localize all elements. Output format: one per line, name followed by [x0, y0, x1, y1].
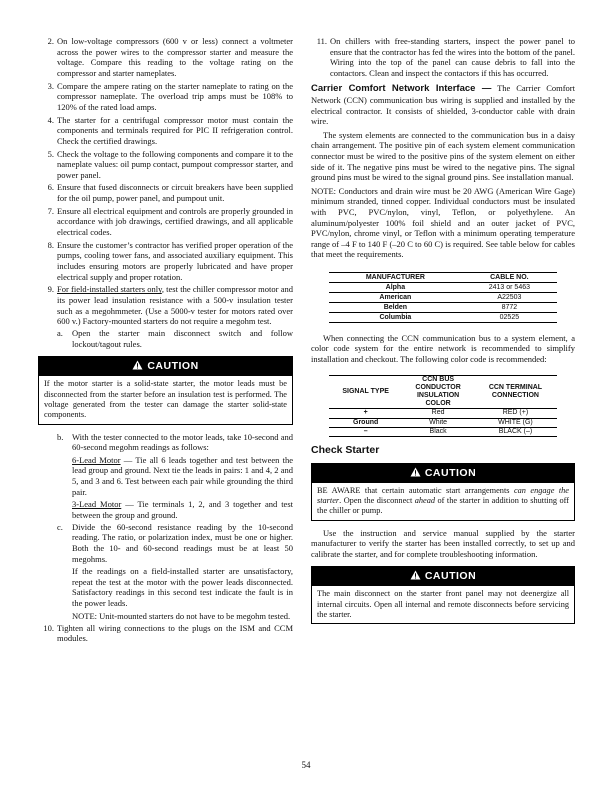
color-header-insulation: CCN BUS CONDUCTOR INSULATION COLOR: [402, 375, 474, 409]
step-2: 2. On low-voltage compressors (600 v or less) connect a voltmeter across the power wires to the compressor starter and measure the voltage. Compare this reading to the voltage rating on the compressor and starter nameplates.: [47, 36, 293, 78]
check-starter-heading: Check Starter: [311, 444, 380, 457]
table-row: + Red RED (+): [329, 409, 557, 418]
step-9c: c. Divide the 60-second resistance reading by the 10-second reading. The ratio, or polarization index, must be one or higher. Both the 10- and 60-second readings must be at least 50 megohms. If the readings on a field-installed starter are unsatisfactory, repeat the test at the motor with the power leads disconnected. Satisfactory readings in this second test indicate the fault is in the power leads. NOTE: Unit-mounted starters do not have to be megohm tested.: [57, 521, 293, 621]
step-11: 11. On chillers with free-standing starters, inspect the power panel to ensure that the contractor has fed the wires into the bottom of the panel. Wiring into the top of the panel can cause debris to fall into the contactors. Clean and inspect the contactors if this has occurred.: [316, 36, 575, 78]
ccn-cable-note: NOTE: Conductors and drain wire must be 20 AWG (American Wire Gage) minimum stranded, tinned copper. Individual conductors must be insulated with PVC, PVC/nylon, vinyl, Teflon, or polyethylene. An aluminum/polyester 100% foil shield and an outer jacket of PVC, PVC/nylon, chrome vinyl, or Teflon with a minimum operating temperature range of –4 F to 140 F (–20 C to 60 C) is required. See table below for cables that meet the requirements.: [311, 185, 575, 260]
ccn-heading: Carrier Comfort Network Interface —: [311, 83, 492, 95]
caution-header: CAUTION: [39, 357, 292, 376]
color-code-table: [329, 375, 557, 437]
step-6: 6. Ensure that fused disconnects or circuit breakers have been supplied for the oil pump, power panel, and pumpout unit.: [47, 182, 293, 204]
step-9c-note: NOTE: Unit-mounted starters do not have to be megohm tested.: [72, 610, 291, 621]
cable-header-manufacturer: MANUFACTURER: [329, 272, 462, 282]
cable-header-cable-no: CABLE NO.: [462, 272, 557, 282]
starter-manual-paragraph: Use the instruction and service manual supplied by the starter manufacturer to verify the starter has been installed correctly, to set up and calibrate the starter, and for complete troubleshooting information.: [311, 527, 575, 559]
startup-steps-list-right: [311, 36, 575, 78]
step-7: 7. Ensure all electrical equipment and controls are properly grounded in accordance with job drawings, certified drawings, and all applicable electrical codes.: [47, 205, 293, 238]
caution-box-auto-start: [311, 463, 575, 521]
page-number: 54: [301, 760, 311, 770]
step-8: 8. Ensure the customer’s contractor has verified proper operation of the pumps, cooling tower fans, and associated auxiliary equipment. This includes ensuring motors are properly lubricated and have proper electrical supply and proper rotation.: [47, 239, 293, 282]
warning-triangle-icon: [132, 360, 143, 370]
step-9a: a. Open the starter main disconnect switch and follow lockout/tagout rules.: [57, 328, 293, 349]
caution-header: CAUTION: [312, 464, 574, 483]
left-column: [38, 36, 293, 646]
right-column: [311, 36, 575, 631]
table-row: Columbia 02525: [329, 312, 557, 322]
step-9-continued: [38, 432, 293, 622]
step-10: 10. Tighten all wiring connections to the plugs on the ISM and CCM modules.: [43, 622, 293, 644]
three-lead-motor-instructions: 3-Lead Motor — Tie terminals 1, 2, and 3 together and test between the group and ground.: [72, 499, 294, 520]
table-row: Belden 8772: [329, 302, 557, 312]
warning-triangle-icon: [410, 467, 421, 477]
step-9c-retest: If the readings on a field-installed starter are unsatisfactory, repeat the test at the motor with the power leads disconnected. Satisfactory readings in this second test indicate the fault is in the power leads.: [72, 566, 293, 609]
step-9: 9. For field-installed starters only, test the chiller compressor motor and its power lead insulation resistance with a 500-v insulation tester such as a megohmmeter. (Use a 5000-v tester for motors rated over 600 v.) Factory-mounted starters do not require a megohm test. a. Open the starter main disconnect switch and follow lockout/tagout rules.: [47, 284, 293, 349]
startup-steps-list: [38, 36, 293, 349]
table-row: Alpha 2413 or 5463: [329, 282, 557, 292]
color-header-terminal: CCN TERMINAL CONNECTION: [474, 375, 557, 409]
color-header-signal-type: SIGNAL TYPE: [329, 375, 402, 409]
six-lead-motor-instructions: 6-Lead Motor — Tie all 6 leads together and test between the lead group and ground. Next tie the leads in pairs: 1 and 4, 2 and 5, and 3 and 6. Test between each pair while grounding the third pair.: [72, 454, 293, 497]
color-code-paragraph: When connecting the CCN communication bus to a system element, a color code system for the entire network is recommended to simplify installation and checkout. The following color code is recommended:: [311, 332, 575, 365]
caution-box-main-disconnect: [311, 566, 575, 624]
ccn-intro: Carrier Comfort Network Interface — The Carrier Comfort Network (CCN) communication bus wiring is supplied and installed by the electrical contractor. It consists of shielded, 3-conductor cable with drain wire.: [311, 83, 576, 127]
step-4: 4. The starter for a centrifugal compressor motor must contain the components and terminals required for PIC II refrigeration control. Check the certified drawings.: [47, 114, 293, 146]
step-3: 3. Compare the ampere rating on the starter nameplate to rating on the compressor nameplate. The overload trip amps must be 108% to 120% of the rated load amps.: [47, 80, 293, 112]
caution-body: BE AWARE that certain automatic start arrangements can engage the starter. Open the disconnect ahead of the starter in addition to shutting off the chiller or pump.: [317, 485, 569, 516]
caution-box-insulation-test: [38, 356, 293, 424]
step-5: 5. Check the voltage to the following components and compare it to the nameplate values: oil pump contact, pumpout compressor starter, and power panel.: [47, 148, 293, 180]
table-row: American A22503: [329, 292, 557, 302]
cable-table: [329, 272, 557, 323]
caution-header: CAUTION: [312, 567, 574, 586]
caution-body: If the motor starter is a solid-state starter, the motor leads must be disconnected from the starter before an insulation test is performed. The voltage generated from the tester can damage the starter solid-state components.: [44, 379, 287, 420]
startup-steps-list-cont: [38, 623, 293, 644]
caution-body: The main disconnect on the starter front panel may not deenergize all internal circuits. Open all internal and remote disconnects before servicing the starter.: [317, 589, 569, 619]
table-row: Ground White WHITE (G): [329, 418, 557, 427]
warning-triangle-icon: [410, 570, 421, 580]
step-9b: b. With the tester connected to the motor leads, take 10-second and 60-second megohm readings as follows: 6-Lead Motor — Tie all 6 leads together and test between the lead group and ground. Next tie the leads in pairs: 1 and 4, 2 and 5, and 3 and 6. Test between each pair while grounding the third pair. 3-Lead Motor — Tie terminals 1, 2, and 3 together and test between the group and ground.: [57, 431, 294, 520]
ccn-daisy-chain-paragraph: The system elements are connected to the communication bus in a daisy chain arrangement. The positive pin of each system element communication connector must be wired to the positive pins of the system element on either side of it. The negative pins must be wired to the negative pins. The signal ground pins must be wired to the signal ground pins. See installation manual.: [311, 129, 575, 183]
table-row: – Black BLACK (–): [329, 427, 557, 436]
